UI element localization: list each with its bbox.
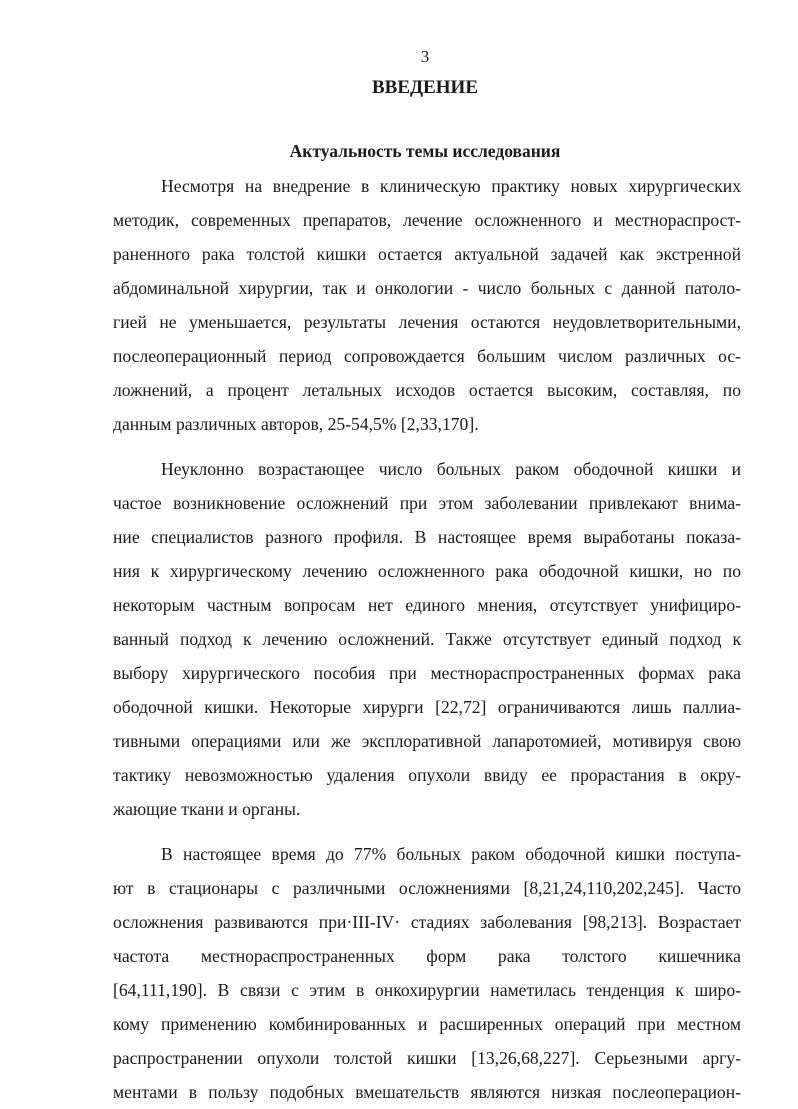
page-number: 3 [420, 47, 430, 66]
text-line: осложнения развиваются при·III-IV· стадиях заболевания [98,213]. Возрастает [113, 912, 741, 932]
text-line: ние специалистов разного профиля. В настоящее время выработаны показа- [113, 527, 741, 547]
text-line: [64,111,190]. В связи с этим в онкохирургии наметилась тенденция к широ- [113, 980, 741, 1000]
text-line: выбору хирургического пособия при местнораспространенных формах рака [113, 663, 741, 683]
body-text [113, 169, 741, 1109]
text-line: В настоящее время до 77% больных раком ободочной кишки поступа- [161, 844, 741, 864]
text-line: ния к хирургическому лечению осложненного рака ободочной кишки, но по [113, 561, 741, 581]
text-line: тивными операциями или же эксплоративной лапаротомией, мотивируя свою [113, 731, 741, 751]
text-line: послеоперационный период сопровождается большим числом различных ос- [113, 346, 741, 366]
text-line: жающие ткани и органы. [113, 799, 301, 819]
paragraph-1 [113, 169, 741, 441]
text-line: методик, современных препаратов, лечение осложненного и местнораспрост- [113, 210, 741, 230]
text-line: частота местнораспространенных форм рака толстого кишечника [113, 946, 741, 966]
text-line: Неуклонно возрастающее число больных раком ободочной кишки и [161, 459, 741, 479]
text-line: тактику невозможностью удаления опухоли ввиду ее прорастания в окру- [113, 765, 741, 785]
paragraph-gap [113, 441, 741, 452]
text-line: Несмотря на внедрение в клиническую практику новых хирургических [161, 176, 741, 196]
text-line: ют в стационары с различными осложнениями [8,21,24,110,202,245]. Часто [113, 878, 741, 898]
text-line: частое возникновение осложнений при этом заболевании привлекают внима- [113, 493, 741, 513]
text-line: раненного рака толстой кишки остается актуальной задачей как экстренной [113, 244, 741, 264]
text-line: распространении опухоли толстой кишки [13,26,68,227]. Серьезными аргу- [113, 1048, 741, 1068]
section-title: Актуальность темы исследования [289, 141, 561, 161]
chapter-title: ВВЕДЕНИЕ [372, 77, 478, 98]
text-line: ментами в пользу подобных вмешательств являются низкая послеоперацион- [113, 1082, 741, 1102]
text-line: гией не уменьшается, результаты лечения остаются неудовлетворительными, [113, 312, 741, 332]
text-line: некоторым частным вопросам нет единого мнения, отсутствует унифициро- [113, 595, 741, 615]
text-line: данным различных авторов, 25-54,5% [2,33,170]. [113, 414, 479, 434]
paragraph-2 [113, 452, 741, 826]
paragraph-3 [113, 837, 741, 1109]
text-line: ванный подход к лечению осложнений. Также отсутствует единый подход к [113, 629, 741, 649]
text-line: ободочной кишки. Некоторые хирурги [22,72] ограничиваются лишь паллиа- [113, 697, 741, 717]
text-line: кому применению комбинированных и расширенных операций при местном [113, 1014, 741, 1034]
text-line: абдоминальной хирургии, так и онкологии - число больных с данной патоло- [113, 278, 741, 298]
paragraph-gap [113, 826, 741, 837]
text-line: ложнений, а процент летальных исходов остается высоким, составляя, по [113, 380, 741, 400]
